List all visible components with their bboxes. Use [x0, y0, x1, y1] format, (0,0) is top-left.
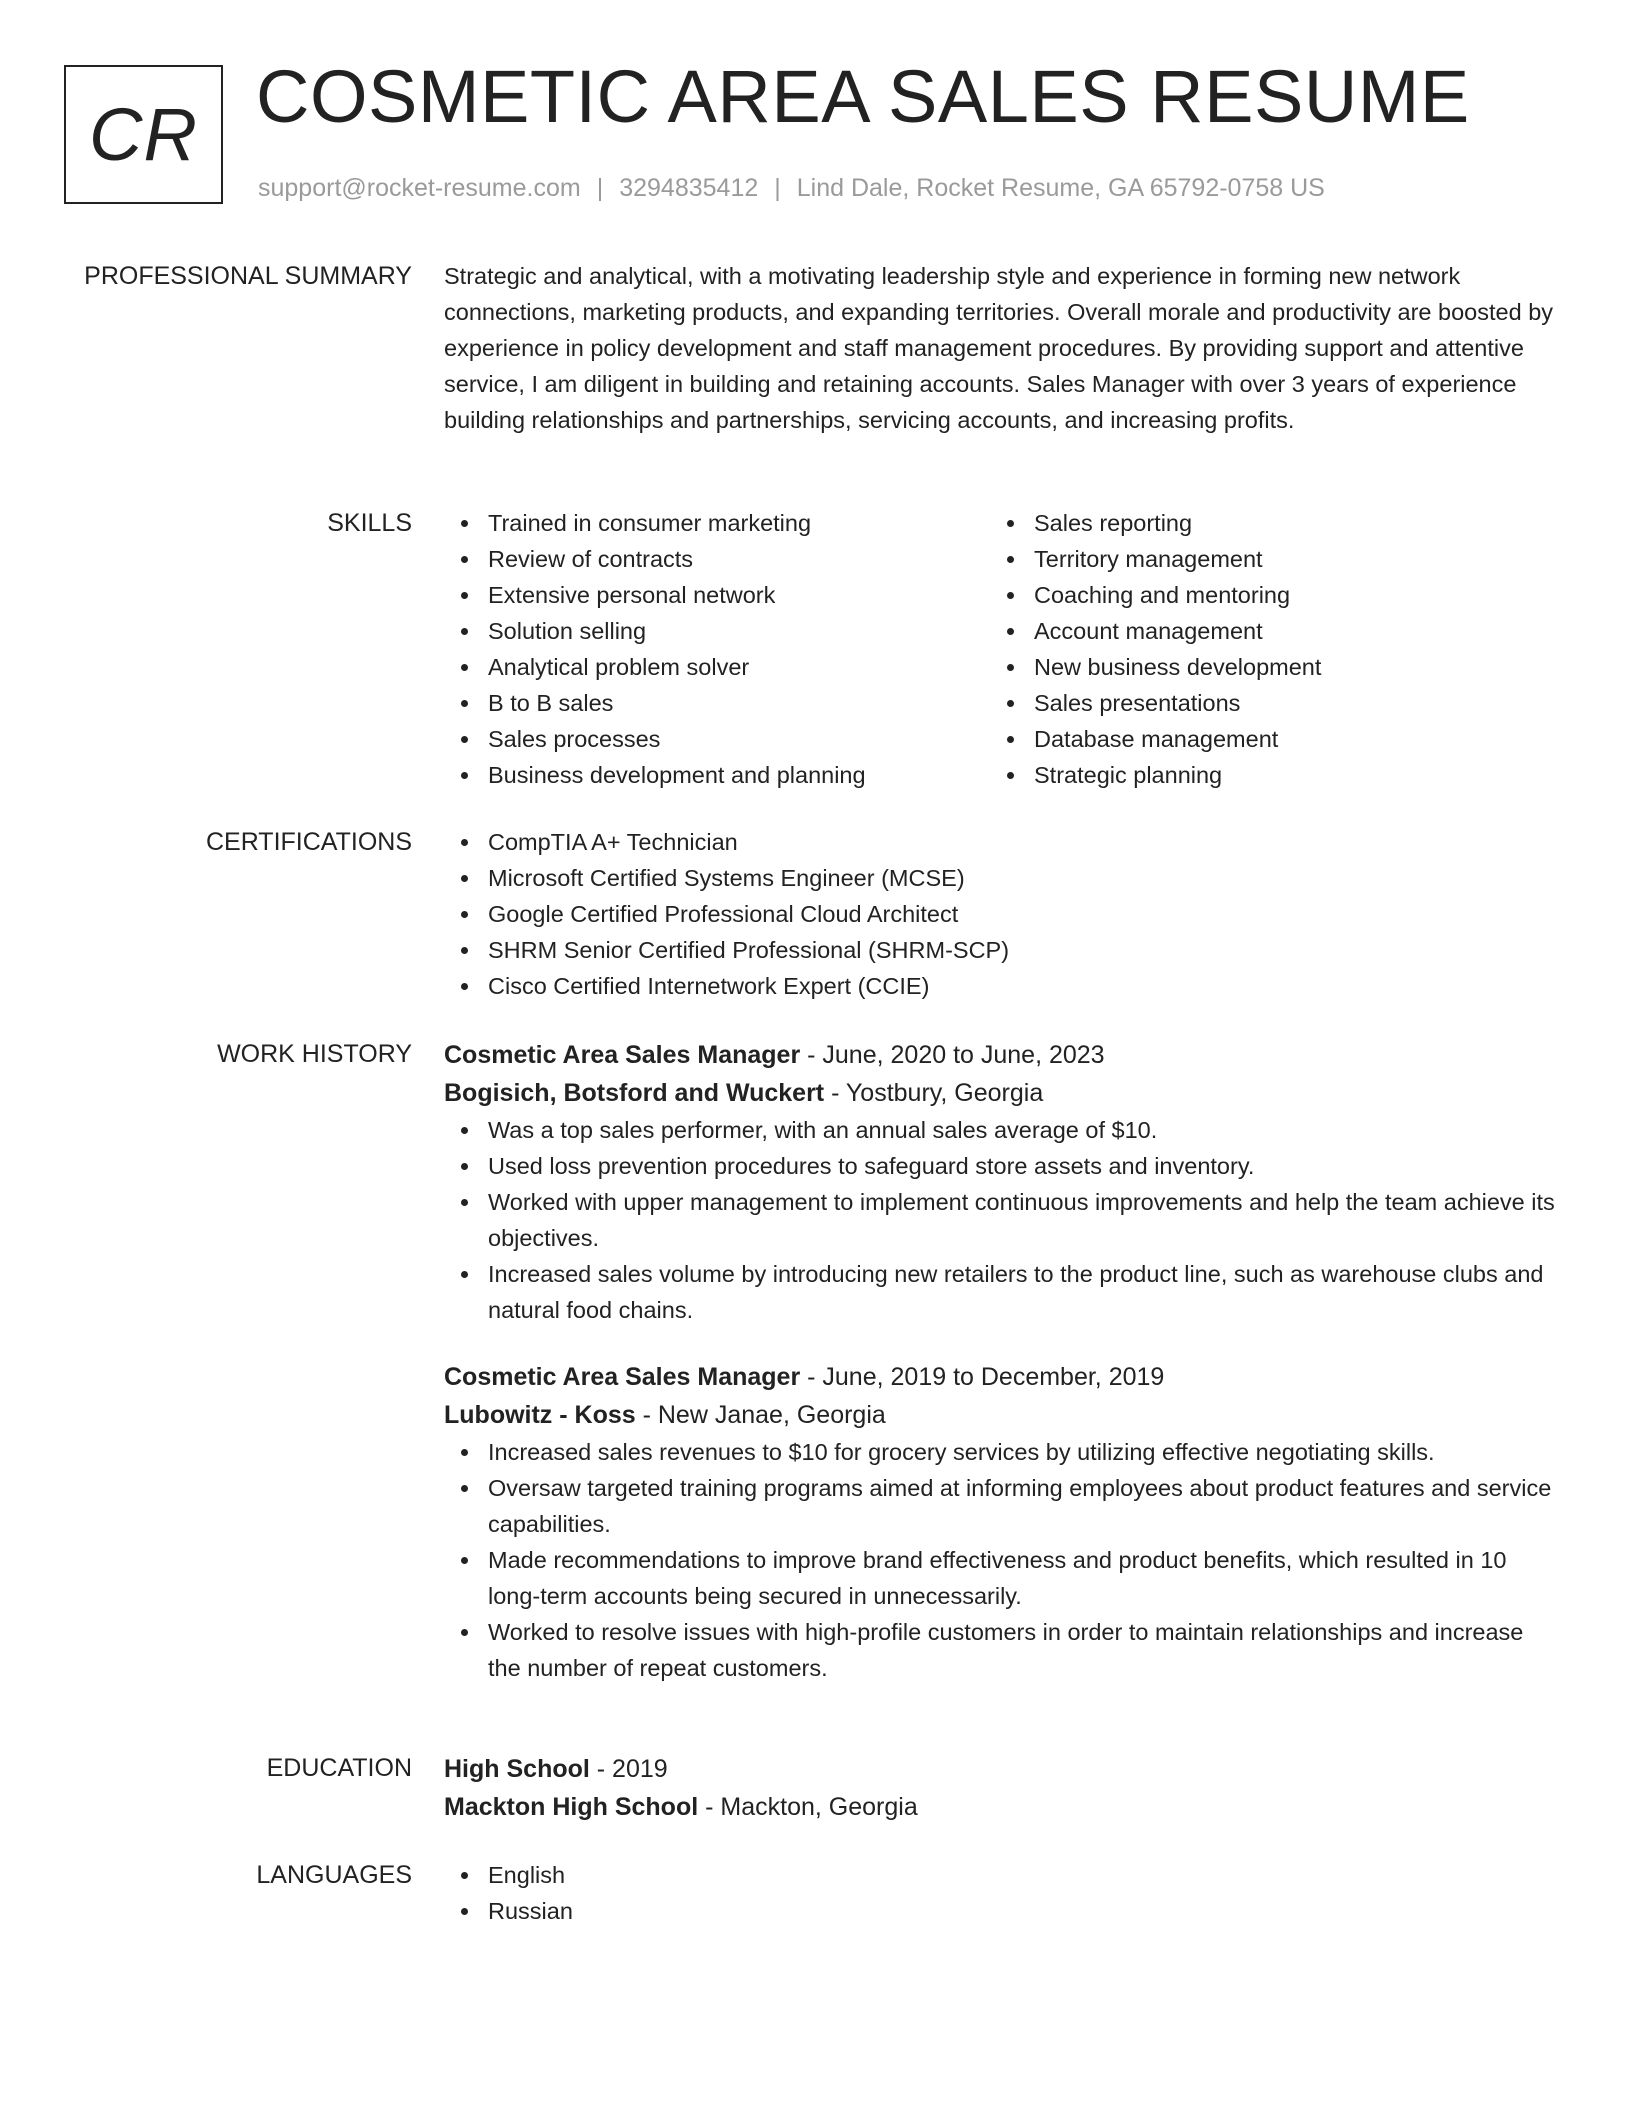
job-location: - Yostbury, Georgia: [824, 1079, 1044, 1107]
contact-address: Lind Dale, Rocket Resume, GA 65792-0758 US: [796, 174, 1325, 202]
summary-text: Strategic and analytical, with a motivating leadership style and experience in forming new network connections, marketing products, and expanding territories. Overall morale and productivity are boosted by experience in policy development and staff management procedures. By providing support and attentive service, I am diligent in building and retaining accounts. Sales Manager with over 3 years of experience building relationships and partnerships, servicing accounts, and increasing profits.: [444, 263, 1554, 433]
education-degree: High School: [444, 1755, 590, 1783]
contact-phone[interactable]: 3294835412: [619, 174, 759, 202]
education-label: EDUCATION: [266, 1754, 412, 1782]
job-dates: - June, 2020 to June, 2023: [800, 1041, 1105, 1069]
summary-body: [444, 258, 1556, 438]
contact-separator: |: [596, 174, 604, 202]
job-bullet: Worked to resolve issues with high-profile customers in order to maintain relationships and increase the number of repeat customers.: [444, 1614, 1556, 1686]
job-bullet: Was a top sales performer, with an annual sales average of $10.: [444, 1112, 1556, 1148]
skills-list-left: [444, 505, 990, 793]
job-entry: [444, 1358, 1556, 1686]
contact-separator: |: [774, 174, 781, 202]
monogram-initials: CR: [89, 92, 198, 176]
language-item: Russian: [444, 1893, 1556, 1929]
education-body: [444, 1750, 1556, 1826]
job-company-line: [444, 1074, 1556, 1112]
job-company: Lubowitz - Koss: [444, 1401, 636, 1429]
skill-item: New business development: [990, 649, 1536, 685]
job-entry: [444, 1036, 1556, 1328]
certification-item: Google Certified Professional Cloud Architect: [444, 896, 1556, 932]
languages-body: [444, 1857, 1556, 1929]
skill-item: Sales processes: [444, 721, 990, 757]
job-title-line: [444, 1358, 1556, 1396]
skills-body: [444, 505, 1556, 793]
skill-item: Sales presentations: [990, 685, 1536, 721]
job-bullets: [444, 1112, 1556, 1328]
monogram-box: [64, 65, 223, 204]
work-history-label: WORK HISTORY: [217, 1040, 412, 1068]
contact-email[interactable]: support@rocket-resume.com: [258, 174, 581, 202]
languages-label: LANGUAGES: [256, 1861, 412, 1889]
language-item: English: [444, 1857, 1556, 1893]
job-bullet: Used loss prevention procedures to safeguard store assets and inventory.: [444, 1148, 1556, 1184]
job-title: Cosmetic Area Sales Manager: [444, 1041, 801, 1069]
certifications-body: [444, 824, 1556, 1004]
languages-list: [444, 1857, 1556, 1929]
certification-item: Cisco Certified Internetwork Expert (CCIE): [444, 968, 1556, 1004]
skill-item: Trained in consumer marketing: [444, 505, 990, 541]
job-location: - New Janae, Georgia: [635, 1401, 886, 1429]
summary-label: PROFESSIONAL SUMMARY: [84, 262, 412, 290]
job-title-line: [444, 1036, 1556, 1074]
job-bullets: [444, 1434, 1556, 1686]
skill-item: Territory management: [990, 541, 1536, 577]
job-bullet: Made recommendations to improve brand effectiveness and product benefits, which resulted in 10 long-term accounts being secured in unnecessarily.: [444, 1542, 1556, 1614]
certifications-label: CERTIFICATIONS: [205, 828, 412, 856]
skill-item: Analytical problem solver: [444, 649, 990, 685]
contact-line: [258, 174, 1325, 203]
skill-item: Coaching and mentoring: [990, 577, 1536, 613]
skills-label: SKILLS: [327, 509, 412, 537]
skills-list-right: [990, 505, 1536, 793]
certification-item: Microsoft Certified Systems Engineer (MCSE): [444, 860, 1556, 896]
skill-item: Extensive personal network: [444, 577, 990, 613]
job-bullet: Increased sales revenues to $10 for grocery services by utilizing effective negotiating skills.: [444, 1434, 1556, 1470]
skill-item: B to B sales: [444, 685, 990, 721]
skill-item: Review of contracts: [444, 541, 990, 577]
certification-item: SHRM Senior Certified Professional (SHRM-SCP): [444, 932, 1556, 968]
certifications-list: [444, 824, 1556, 1004]
education-school: Mackton High School: [444, 1793, 699, 1821]
job-company: Bogisich, Botsford and Wuckert: [444, 1079, 825, 1107]
skill-item: Account management: [990, 613, 1536, 649]
resume-title: COSMETIC AREA SALES RESUME: [256, 55, 1470, 138]
skill-item: Solution selling: [444, 613, 990, 649]
education-year: - 2019: [589, 1755, 668, 1783]
job-bullet: Oversaw targeted training programs aimed at informing employees about product features and service capabilities.: [444, 1470, 1556, 1542]
job-company-line: [444, 1396, 1556, 1434]
education-degree-line: [444, 1750, 1556, 1788]
job-bullet: Increased sales volume by introducing new retailers to the product line, such as warehouse clubs and natural food chains.: [444, 1256, 1556, 1328]
job-dates: - June, 2019 to December, 2019: [800, 1363, 1165, 1391]
skill-item: Sales reporting: [990, 505, 1536, 541]
job-title: Cosmetic Area Sales Manager: [444, 1363, 801, 1391]
skill-item: Strategic planning: [990, 757, 1536, 793]
work-history-body: [444, 1036, 1556, 1686]
job-bullet: Worked with upper management to implement continuous improvements and help the team achieve its objectives.: [444, 1184, 1556, 1256]
education-school-line: [444, 1788, 1556, 1826]
education-location: - Mackton, Georgia: [698, 1793, 918, 1821]
certification-item: CompTIA A+ Technician: [444, 824, 1556, 860]
skill-item: Business development and planning: [444, 757, 990, 793]
skill-item: Database management: [990, 721, 1536, 757]
